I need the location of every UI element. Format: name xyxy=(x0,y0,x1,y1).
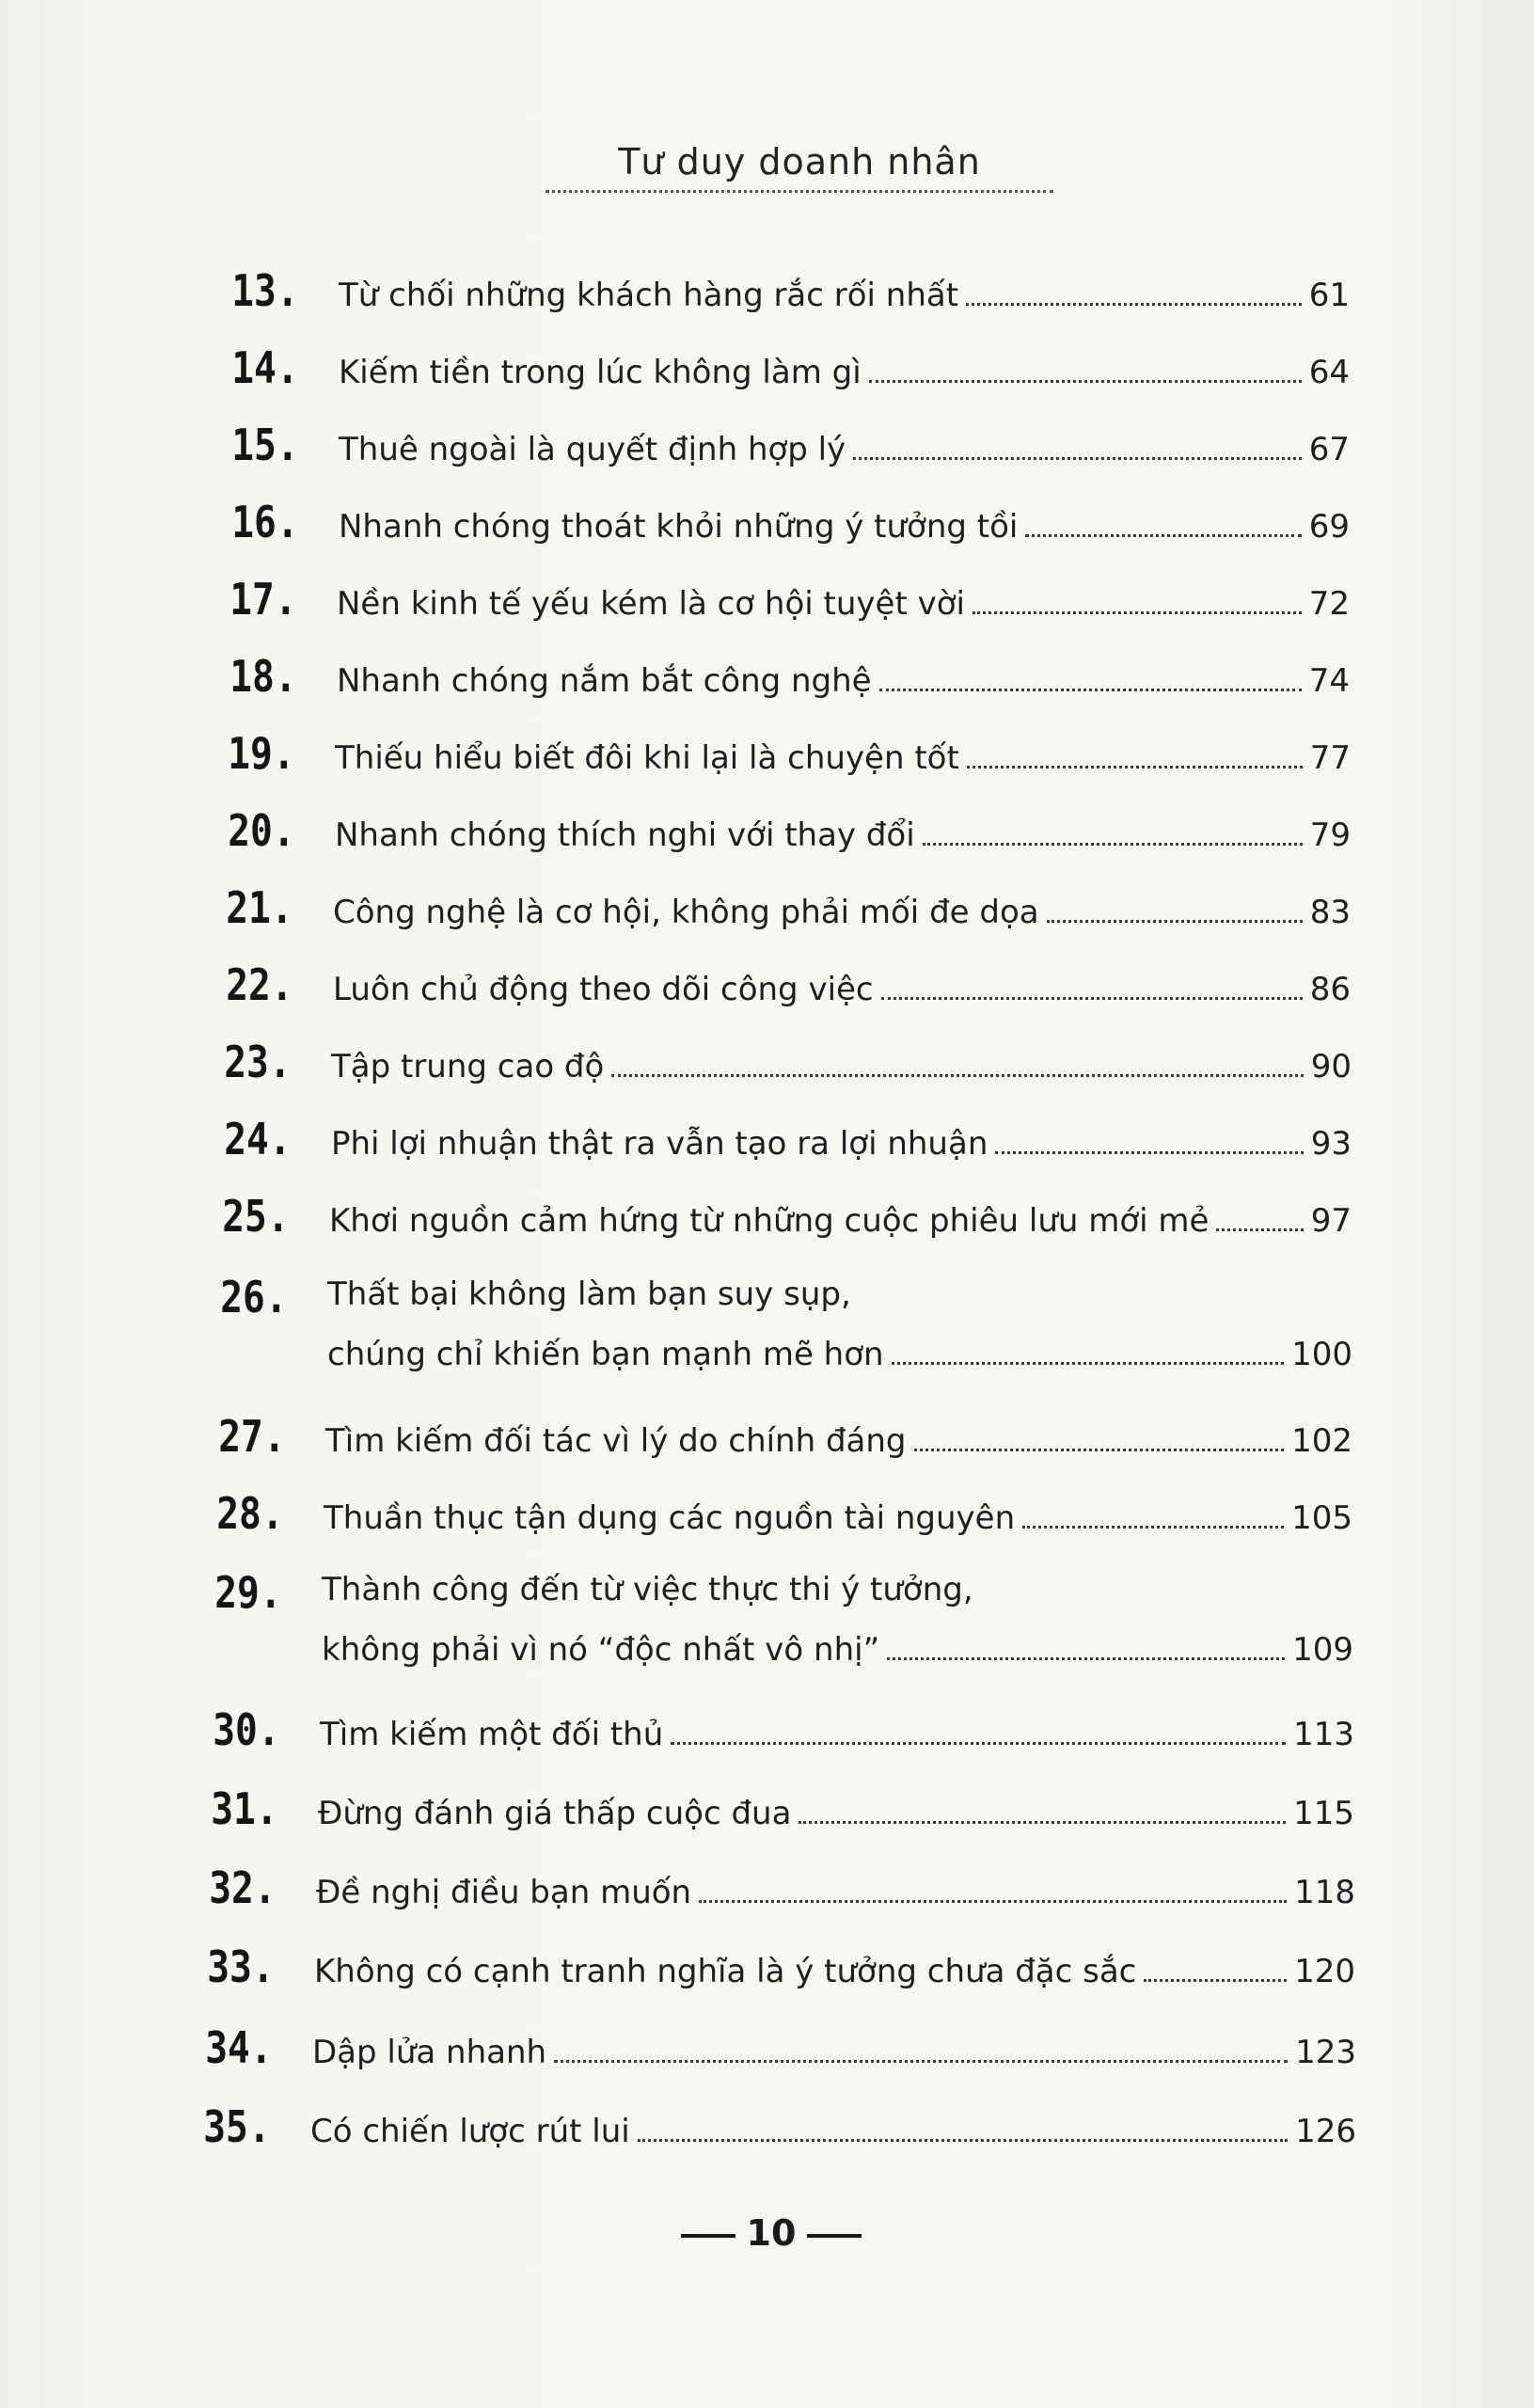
chapter-title: Không có cạnh tranh nghĩa là ý tưởng chưa đặc sắc xyxy=(314,1953,1137,1990)
dot-leader xyxy=(1216,1228,1303,1231)
toc-entry[interactable] xyxy=(0,1411,1534,1486)
dot-leader xyxy=(1047,920,1303,923)
dot-leader xyxy=(995,1151,1303,1154)
toc-entry[interactable] xyxy=(0,805,1534,880)
page-reference: 115 xyxy=(1293,1795,1354,1832)
dot-leader xyxy=(1022,1526,1284,1529)
toc-entry[interactable] xyxy=(0,1567,1534,1669)
toc-entry[interactable] xyxy=(0,574,1534,649)
footer-dash-right xyxy=(807,2234,862,2238)
page-reference: 67 xyxy=(1308,431,1350,468)
toc-entry[interactable] xyxy=(0,1488,1534,1563)
chapter-number: 32. xyxy=(209,1862,277,1913)
toc-entry[interactable] xyxy=(0,497,1534,572)
page-reference: 90 xyxy=(1310,1048,1352,1085)
chapter-number: 20. xyxy=(228,805,295,856)
page-reference: 113 xyxy=(1293,1716,1354,1753)
chapter-number: 33. xyxy=(207,1941,275,1992)
dot-leader xyxy=(923,843,1303,846)
dot-leader xyxy=(699,1900,1287,1903)
dot-leader xyxy=(853,457,1301,460)
chapter-title: Nền kinh tế yếu kém là cơ hội tuyệt vời xyxy=(337,585,965,623)
chapter-title: Thuê ngoài là quyết định hợp lý xyxy=(339,431,846,468)
chapter-number: 30. xyxy=(213,1704,280,1755)
chapter-number: 16. xyxy=(231,497,299,547)
page-reference: 97 xyxy=(1310,1202,1352,1240)
toc-entry[interactable] xyxy=(0,882,1534,958)
chapter-title-line1: Thành công đến từ việc thực thi ý tưởng, xyxy=(322,1571,973,1608)
chapter-title: Tìm kiếm một đối thủ xyxy=(320,1716,664,1753)
page-reference: 83 xyxy=(1309,894,1351,931)
toc-entry[interactable] xyxy=(0,1704,1534,1780)
dot-leader xyxy=(1025,534,1301,537)
page-reference: 64 xyxy=(1308,354,1350,391)
chapter-number: 28. xyxy=(216,1488,284,1539)
chapter-number: 35. xyxy=(203,2101,271,2152)
chapter-number: 22. xyxy=(226,959,293,1010)
toc-entry[interactable] xyxy=(0,1783,1534,1859)
chapter-title: Đừng đánh giá thấp cuộc đua xyxy=(318,1795,792,1832)
toc-entry[interactable] xyxy=(0,1114,1534,1189)
chapter-title: Từ chối những khách hàng rắc rối nhất xyxy=(339,277,959,314)
chapter-title: Nhanh chóng nắm bắt công nghệ xyxy=(337,662,872,700)
page-reference: 109 xyxy=(1292,1631,1353,1669)
chapter-number: 18. xyxy=(229,651,297,702)
chapter-number: 25. xyxy=(222,1191,290,1242)
dot-leader xyxy=(881,997,1303,1000)
toc-entry[interactable] xyxy=(0,2101,1534,2177)
chapter-title-line1: Thất bại không làm bạn suy sụp, xyxy=(327,1275,851,1313)
toc-entry[interactable] xyxy=(0,651,1534,726)
dot-leader xyxy=(1144,1979,1287,1982)
page-reference: 120 xyxy=(1294,1953,1355,1990)
dot-leader xyxy=(967,766,1303,768)
page-reference: 61 xyxy=(1308,277,1350,314)
chapter-number: 13. xyxy=(231,265,299,316)
page-reference: 118 xyxy=(1294,1874,1355,1911)
page-reference: 74 xyxy=(1308,662,1350,700)
page-reference: 72 xyxy=(1308,585,1350,623)
page-reference: 102 xyxy=(1291,1422,1352,1460)
chapter-number: 29. xyxy=(214,1567,282,1618)
dot-leader xyxy=(799,1821,1286,1824)
chapter-number: 23. xyxy=(224,1037,292,1087)
toc-entry[interactable] xyxy=(0,1037,1534,1112)
dot-leader xyxy=(887,1657,1285,1660)
chapter-number: 26. xyxy=(220,1272,288,1323)
dot-leader xyxy=(554,2060,1288,2063)
chapter-title: Phi lợi nhuận thật ra vẫn tạo ra lợi nhuận xyxy=(331,1125,988,1163)
dot-leader xyxy=(638,2139,1288,2142)
chapter-number: 27. xyxy=(218,1411,286,1462)
chapter-number: 19. xyxy=(228,728,295,779)
chapter-number: 21. xyxy=(226,882,293,933)
toc-entry[interactable] xyxy=(0,2022,1534,2098)
chapter-number: 14. xyxy=(231,342,299,393)
chapter-title: chúng chỉ khiến bạn mạnh mẽ hơn xyxy=(327,1336,884,1373)
toc-entry[interactable] xyxy=(0,1191,1534,1266)
chapter-title: Dập lửa nhanh xyxy=(312,2034,547,2071)
chapter-title: không phải vì nó “độc nhất vô nhị” xyxy=(322,1631,880,1669)
page-reference: 93 xyxy=(1310,1125,1352,1163)
toc-entry[interactable] xyxy=(0,420,1534,495)
chapter-number: 31. xyxy=(211,1783,278,1834)
chapter-number: 34. xyxy=(205,2022,273,2073)
chapter-number: 15. xyxy=(231,420,299,470)
dot-leader xyxy=(914,1449,1285,1451)
book-title: Tư duy doanh nhân xyxy=(618,141,981,182)
page-reference: 77 xyxy=(1309,739,1351,777)
chapter-title: Tập trung cao độ xyxy=(331,1048,605,1085)
toc-entry[interactable] xyxy=(0,342,1534,418)
dot-leader xyxy=(966,303,1302,306)
page-number: 10 xyxy=(746,2212,797,2254)
dot-leader xyxy=(869,380,1302,383)
page-reference: 69 xyxy=(1308,508,1350,546)
footer-dash-left xyxy=(681,2234,735,2238)
chapter-number: 17. xyxy=(229,574,297,625)
chapter-title: Công nghệ là cơ hội, không phải mối đe dọa xyxy=(333,894,1039,931)
page-reference: 100 xyxy=(1291,1336,1352,1373)
dot-leader xyxy=(879,689,1302,691)
dot-leader xyxy=(611,1074,1303,1077)
toc-entry[interactable] xyxy=(0,265,1534,341)
chapter-title: Thiếu hiểu biết đôi khi lại là chuyện tốt xyxy=(335,739,959,777)
page-reference: 105 xyxy=(1291,1499,1352,1537)
chapter-title: Kiếm tiền trong lúc không làm gì xyxy=(339,354,862,391)
dot-leader xyxy=(973,611,1302,614)
chapter-title: Đề nghị điều bạn muốn xyxy=(316,1874,692,1911)
page-reference: 123 xyxy=(1295,2034,1356,2071)
dot-leader xyxy=(892,1362,1285,1365)
page-footer xyxy=(658,2212,884,2254)
chapter-title: Có chiến lược rút lui xyxy=(310,2113,630,2150)
toc-entry[interactable] xyxy=(0,1941,1534,2017)
page-reference: 79 xyxy=(1309,816,1351,854)
chapter-title: Khơi nguồn cảm hứng từ những cuộc phiêu lưu mới mẻ xyxy=(329,1202,1210,1240)
page-reference: 126 xyxy=(1295,2113,1356,2150)
chapter-title: Nhanh chóng thích nghi với thay đổi xyxy=(335,816,915,854)
dot-leader xyxy=(671,1742,1286,1745)
page-reference: 86 xyxy=(1309,971,1351,1008)
chapter-title: Tìm kiếm đối tác vì lý do chính đáng xyxy=(325,1422,907,1460)
toc-entry[interactable] xyxy=(0,728,1534,803)
chapter-number: 24. xyxy=(224,1114,292,1164)
chapter-title: Luôn chủ động theo dõi công việc xyxy=(333,971,874,1008)
toc-entry[interactable] xyxy=(0,1862,1534,1938)
chapter-title: Nhanh chóng thoát khỏi những ý tưởng tồi xyxy=(339,508,1019,546)
chapter-title: Thuần thục tận dụng các nguồn tài nguyên xyxy=(324,1499,1016,1537)
toc-entry[interactable] xyxy=(0,959,1534,1035)
toc-entry[interactable] xyxy=(0,1272,1534,1373)
